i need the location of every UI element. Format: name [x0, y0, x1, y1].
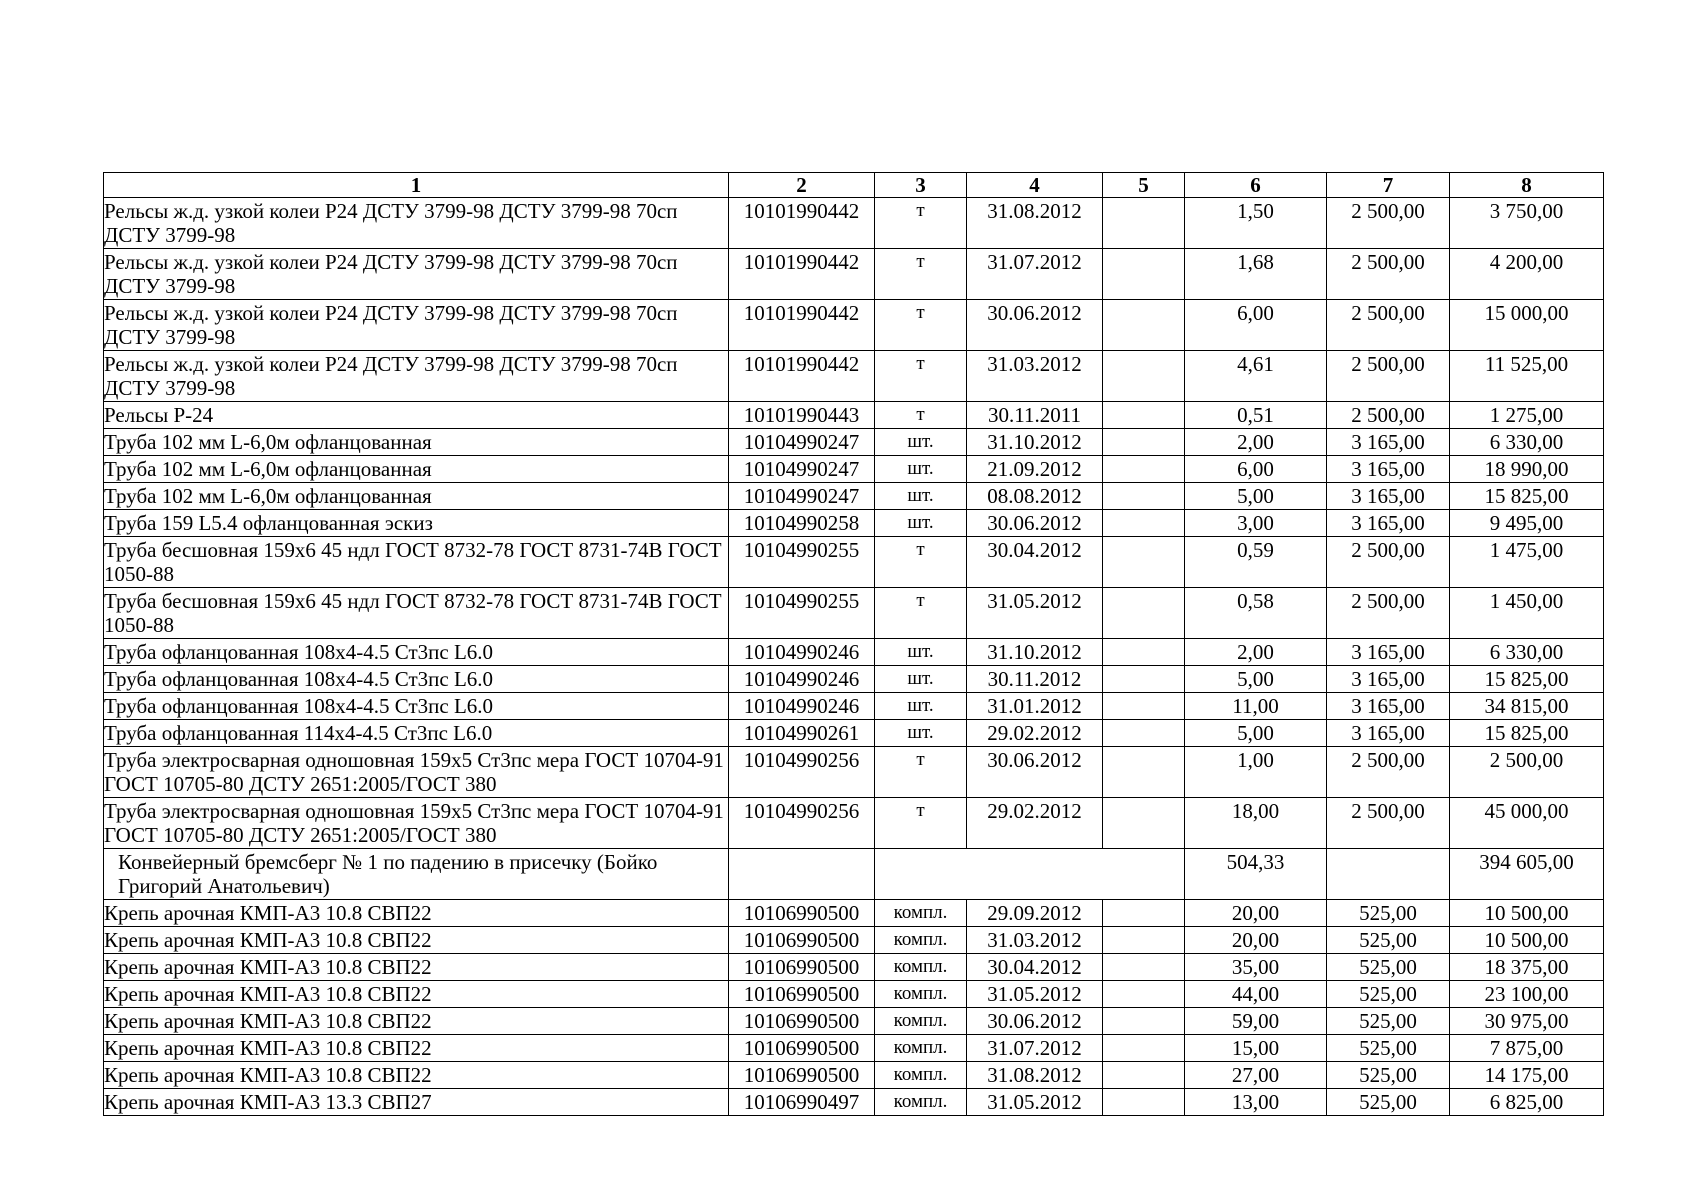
item-sum: 15 825,00 — [1450, 720, 1604, 747]
item-quantity: 15,00 — [1185, 1035, 1327, 1062]
item-col5 — [1103, 927, 1185, 954]
group-empty-cell — [1327, 849, 1450, 900]
item-date: 31.07.2012 — [967, 1035, 1103, 1062]
item-quantity: 13,00 — [1185, 1089, 1327, 1116]
item-unit: шт. — [875, 693, 967, 720]
item-price: 3 165,00 — [1327, 693, 1450, 720]
item-name: Крепь арочная КМП-А3 10.8 СВП22 — [104, 1062, 729, 1089]
item-unit: шт. — [875, 483, 967, 510]
item-name: Труба 102 мм L-6,0м офланцованная — [104, 456, 729, 483]
table-row — [104, 954, 1604, 981]
item-code: 10104990246 — [729, 666, 875, 693]
item-code: 10106990500 — [729, 981, 875, 1008]
table-row — [104, 720, 1604, 747]
item-name: Крепь арочная КМП-А3 13.3 СВП27 — [104, 1089, 729, 1116]
item-price: 2 500,00 — [1327, 249, 1450, 300]
item-quantity: 6,00 — [1185, 456, 1327, 483]
table-row — [104, 981, 1604, 1008]
table-row — [104, 537, 1604, 588]
item-name: Труба 102 мм L-6,0м офланцованная — [104, 429, 729, 456]
table-row — [104, 402, 1604, 429]
item-date: 31.10.2012 — [967, 429, 1103, 456]
item-name: Крепь арочная КМП-А3 10.8 СВП22 — [104, 900, 729, 927]
table-row — [104, 639, 1604, 666]
item-unit: т — [875, 249, 967, 300]
column-header-8: 8 — [1450, 173, 1604, 198]
item-date: 21.09.2012 — [967, 456, 1103, 483]
item-quantity: 35,00 — [1185, 954, 1327, 981]
item-unit: компл. — [875, 1035, 967, 1062]
item-quantity: 5,00 — [1185, 720, 1327, 747]
item-quantity: 1,00 — [1185, 747, 1327, 798]
item-col5 — [1103, 639, 1185, 666]
item-price: 3 165,00 — [1327, 639, 1450, 666]
item-unit: т — [875, 351, 967, 402]
item-unit: т — [875, 300, 967, 351]
item-price: 2 500,00 — [1327, 402, 1450, 429]
header-row — [104, 173, 1604, 198]
item-col5 — [1103, 1035, 1185, 1062]
group-sum-total: 394 605,00 — [1450, 849, 1604, 900]
item-date: 31.01.2012 — [967, 693, 1103, 720]
item-date: 31.05.2012 — [967, 588, 1103, 639]
item-unit: т — [875, 747, 967, 798]
item-sum: 4 200,00 — [1450, 249, 1604, 300]
item-col5 — [1103, 198, 1185, 249]
column-header-2: 2 — [729, 173, 875, 198]
item-sum: 18 375,00 — [1450, 954, 1604, 981]
item-col5 — [1103, 666, 1185, 693]
item-sum: 14 175,00 — [1450, 1062, 1604, 1089]
item-code: 10106990500 — [729, 900, 875, 927]
item-code: 10104990255 — [729, 588, 875, 639]
item-price: 525,00 — [1327, 1035, 1450, 1062]
table-row — [104, 429, 1604, 456]
item-name: Крепь арочная КМП-А3 10.8 СВП22 — [104, 954, 729, 981]
item-quantity: 1,68 — [1185, 249, 1327, 300]
item-quantity: 44,00 — [1185, 981, 1327, 1008]
item-col5 — [1103, 1062, 1185, 1089]
item-price: 2 500,00 — [1327, 300, 1450, 351]
item-unit: компл. — [875, 927, 967, 954]
item-date: 31.07.2012 — [967, 249, 1103, 300]
item-name: Труба офланцованная 108х4-4.5 Ст3пс L6.0 — [104, 666, 729, 693]
item-name: Труба бесшовная 159х6 45 ндл ГОСТ 8732-78 ГОСТ 8731-74В ГОСТ 1050-88 — [104, 537, 729, 588]
item-code: 10101990442 — [729, 351, 875, 402]
item-name: Крепь арочная КМП-А3 10.8 СВП22 — [104, 927, 729, 954]
table-row — [104, 510, 1604, 537]
item-code: 10104990246 — [729, 639, 875, 666]
table-row — [104, 693, 1604, 720]
item-date: 31.05.2012 — [967, 981, 1103, 1008]
item-quantity: 27,00 — [1185, 1062, 1327, 1089]
item-quantity: 2,00 — [1185, 639, 1327, 666]
item-sum: 30 975,00 — [1450, 1008, 1604, 1035]
item-name: Рельсы ж.д. узкой колеи Р24 ДСТУ 3799-98 ДСТУ 3799-98 70сп ДСТУ 3799-98 — [104, 300, 729, 351]
item-price: 3 165,00 — [1327, 456, 1450, 483]
item-price: 2 500,00 — [1327, 747, 1450, 798]
item-date: 30.11.2012 — [967, 666, 1103, 693]
item-quantity: 6,00 — [1185, 300, 1327, 351]
item-unit: т — [875, 537, 967, 588]
item-sum: 7 875,00 — [1450, 1035, 1604, 1062]
item-col5 — [1103, 954, 1185, 981]
item-price: 2 500,00 — [1327, 198, 1450, 249]
item-unit: т — [875, 402, 967, 429]
table-row — [104, 483, 1604, 510]
item-price: 2 500,00 — [1327, 537, 1450, 588]
item-date: 30.04.2012 — [967, 537, 1103, 588]
item-col5 — [1103, 1089, 1185, 1116]
item-quantity: 1,50 — [1185, 198, 1327, 249]
item-code: 10104990256 — [729, 747, 875, 798]
item-unit: компл. — [875, 900, 967, 927]
item-sum: 2 500,00 — [1450, 747, 1604, 798]
table-row — [104, 249, 1604, 300]
item-quantity: 5,00 — [1185, 666, 1327, 693]
table-row — [104, 1035, 1604, 1062]
item-price: 525,00 — [1327, 954, 1450, 981]
item-unit: т — [875, 798, 967, 849]
item-code: 10101990443 — [729, 402, 875, 429]
item-date: 29.02.2012 — [967, 798, 1103, 849]
item-quantity: 5,00 — [1185, 483, 1327, 510]
item-code: 10104990255 — [729, 537, 875, 588]
column-header-7: 7 — [1327, 173, 1450, 198]
item-quantity: 11,00 — [1185, 693, 1327, 720]
table-row — [104, 588, 1604, 639]
item-price: 525,00 — [1327, 927, 1450, 954]
item-col5 — [1103, 300, 1185, 351]
group-name: Конвейерный бремсберг № 1 по падению в присечку (Бойко Григорий Анатольевич) — [104, 849, 729, 900]
item-date: 30.11.2011 — [967, 402, 1103, 429]
table-row — [104, 198, 1604, 249]
item-unit: шт. — [875, 666, 967, 693]
item-price: 3 165,00 — [1327, 666, 1450, 693]
item-code: 10106990500 — [729, 1008, 875, 1035]
group-empty-cell — [729, 849, 875, 900]
group-summary-row — [104, 849, 1604, 900]
item-name: Труба электросварная одношовная 159х5 Ст3пс мера ГОСТ 10704-91 ГОСТ 10705-80 ДСТУ 2651:2005/ГОСТ 380 — [104, 798, 729, 849]
item-price: 525,00 — [1327, 1089, 1450, 1116]
item-name: Труба электросварная одношовная 159х5 Ст3пс мера ГОСТ 10704-91 ГОСТ 10705-80 ДСТУ 2651:2005/ГОСТ 380 — [104, 747, 729, 798]
item-code: 10104990258 — [729, 510, 875, 537]
item-price: 525,00 — [1327, 1062, 1450, 1089]
item-unit: шт. — [875, 510, 967, 537]
item-code: 10106990500 — [729, 1062, 875, 1089]
item-date: 31.05.2012 — [967, 1089, 1103, 1116]
table-row — [104, 1062, 1604, 1089]
item-quantity: 20,00 — [1185, 927, 1327, 954]
item-name: Крепь арочная КМП-А3 10.8 СВП22 — [104, 981, 729, 1008]
item-date: 29.02.2012 — [967, 720, 1103, 747]
item-date: 30.06.2012 — [967, 1008, 1103, 1035]
table-row — [104, 927, 1604, 954]
item-unit: компл. — [875, 1062, 967, 1089]
item-unit: компл. — [875, 1008, 967, 1035]
table-row — [104, 666, 1604, 693]
item-sum: 9 495,00 — [1450, 510, 1604, 537]
item-sum: 34 815,00 — [1450, 693, 1604, 720]
item-quantity: 20,00 — [1185, 900, 1327, 927]
item-code: 10104990247 — [729, 456, 875, 483]
item-price: 2 500,00 — [1327, 798, 1450, 849]
item-quantity: 4,61 — [1185, 351, 1327, 402]
item-sum: 1 450,00 — [1450, 588, 1604, 639]
item-date: 30.06.2012 — [967, 300, 1103, 351]
item-col5 — [1103, 510, 1185, 537]
table-row — [104, 798, 1604, 849]
item-name: Труба офланцованная 108х4-4.5 Ст3пс L6.0 — [104, 693, 729, 720]
item-code: 10104990256 — [729, 798, 875, 849]
item-col5 — [1103, 402, 1185, 429]
item-price: 3 165,00 — [1327, 429, 1450, 456]
item-price: 2 500,00 — [1327, 588, 1450, 639]
item-date: 08.08.2012 — [967, 483, 1103, 510]
table-row — [104, 456, 1604, 483]
item-code: 10104990247 — [729, 483, 875, 510]
item-unit: шт. — [875, 639, 967, 666]
item-unit: т — [875, 588, 967, 639]
item-date: 30.06.2012 — [967, 747, 1103, 798]
item-date: 31.10.2012 — [967, 639, 1103, 666]
item-quantity: 0,58 — [1185, 588, 1327, 639]
item-name: Крепь арочная КМП-А3 10.8 СВП22 — [104, 1035, 729, 1062]
item-name: Рельсы ж.д. узкой колеи Р24 ДСТУ 3799-98 ДСТУ 3799-98 70сп ДСТУ 3799-98 — [104, 198, 729, 249]
item-name: Рельсы ж.д. узкой колеи Р24 ДСТУ 3799-98 ДСТУ 3799-98 70сп ДСТУ 3799-98 — [104, 249, 729, 300]
item-price: 2 500,00 — [1327, 351, 1450, 402]
item-code: 10101990442 — [729, 198, 875, 249]
table-row — [104, 1008, 1604, 1035]
group-quantity-total: 504,33 — [1185, 849, 1327, 900]
item-price: 525,00 — [1327, 981, 1450, 1008]
item-price: 525,00 — [1327, 1008, 1450, 1035]
item-sum: 1 475,00 — [1450, 537, 1604, 588]
item-code: 10106990500 — [729, 927, 875, 954]
table-row — [104, 351, 1604, 402]
item-sum: 45 000,00 — [1450, 798, 1604, 849]
item-sum: 18 990,00 — [1450, 456, 1604, 483]
item-date: 30.04.2012 — [967, 954, 1103, 981]
item-date: 31.08.2012 — [967, 1062, 1103, 1089]
table-row — [104, 1089, 1604, 1116]
item-sum: 6 825,00 — [1450, 1089, 1604, 1116]
item-col5 — [1103, 720, 1185, 747]
item-code: 10104990247 — [729, 429, 875, 456]
table-row — [104, 900, 1604, 927]
item-quantity: 3,00 — [1185, 510, 1327, 537]
item-col5 — [1103, 693, 1185, 720]
item-col5 — [1103, 429, 1185, 456]
item-date: 31.08.2012 — [967, 198, 1103, 249]
item-price: 3 165,00 — [1327, 483, 1450, 510]
item-unit: т — [875, 198, 967, 249]
item-price: 3 165,00 — [1327, 720, 1450, 747]
item-code: 10106990500 — [729, 1035, 875, 1062]
item-col5 — [1103, 456, 1185, 483]
item-name: Труба офланцованная 114х4-4.5 Ст3пс L6.0 — [104, 720, 729, 747]
item-price: 3 165,00 — [1327, 510, 1450, 537]
materials-table — [103, 172, 1604, 1116]
table-body — [104, 198, 1604, 1116]
item-code: 10104990261 — [729, 720, 875, 747]
group-empty-cell — [875, 849, 1185, 900]
item-sum: 15 825,00 — [1450, 666, 1604, 693]
table-row — [104, 747, 1604, 798]
item-col5 — [1103, 537, 1185, 588]
item-unit: шт. — [875, 456, 967, 483]
item-unit: шт. — [875, 429, 967, 456]
item-name: Труба офланцованная 108х4-4.5 Ст3пс L6.0 — [104, 639, 729, 666]
item-price: 525,00 — [1327, 900, 1450, 927]
item-sum: 15 825,00 — [1450, 483, 1604, 510]
item-name: Крепь арочная КМП-А3 10.8 СВП22 — [104, 1008, 729, 1035]
item-sum: 6 330,00 — [1450, 429, 1604, 456]
item-name: Труба 159 L5.4 офланцованная эскиз — [104, 510, 729, 537]
item-quantity: 18,00 — [1185, 798, 1327, 849]
item-col5 — [1103, 798, 1185, 849]
item-date: 29.09.2012 — [967, 900, 1103, 927]
column-header-5: 5 — [1103, 173, 1185, 198]
item-col5 — [1103, 351, 1185, 402]
item-col5 — [1103, 981, 1185, 1008]
item-unit: шт. — [875, 720, 967, 747]
item-sum: 6 330,00 — [1450, 639, 1604, 666]
item-name: Труба бесшовная 159х6 45 ндл ГОСТ 8732-78 ГОСТ 8731-74В ГОСТ 1050-88 — [104, 588, 729, 639]
item-date: 31.03.2012 — [967, 351, 1103, 402]
item-col5 — [1103, 900, 1185, 927]
document-page — [103, 172, 1603, 1116]
item-code: 10106990500 — [729, 954, 875, 981]
item-code: 10101990442 — [729, 300, 875, 351]
item-date: 31.03.2012 — [967, 927, 1103, 954]
item-sum: 10 500,00 — [1450, 927, 1604, 954]
item-sum: 15 000,00 — [1450, 300, 1604, 351]
item-sum: 3 750,00 — [1450, 198, 1604, 249]
item-code: 10104990246 — [729, 693, 875, 720]
item-quantity: 59,00 — [1185, 1008, 1327, 1035]
item-quantity: 2,00 — [1185, 429, 1327, 456]
item-sum: 23 100,00 — [1450, 981, 1604, 1008]
item-name: Рельсы Р-24 — [104, 402, 729, 429]
item-code: 10106990497 — [729, 1089, 875, 1116]
item-col5 — [1103, 588, 1185, 639]
item-col5 — [1103, 1008, 1185, 1035]
table-row — [104, 300, 1604, 351]
item-col5 — [1103, 249, 1185, 300]
item-quantity: 0,51 — [1185, 402, 1327, 429]
item-unit: компл. — [875, 981, 967, 1008]
item-name: Труба 102 мм L-6,0м офланцованная — [104, 483, 729, 510]
column-header-1: 1 — [104, 173, 729, 198]
column-header-4: 4 — [967, 173, 1103, 198]
item-unit: компл. — [875, 954, 967, 981]
item-col5 — [1103, 483, 1185, 510]
column-header-6: 6 — [1185, 173, 1327, 198]
item-name: Рельсы ж.д. узкой колеи Р24 ДСТУ 3799-98 ДСТУ 3799-98 70сп ДСТУ 3799-98 — [104, 351, 729, 402]
item-quantity: 0,59 — [1185, 537, 1327, 588]
item-date: 30.06.2012 — [967, 510, 1103, 537]
item-sum: 11 525,00 — [1450, 351, 1604, 402]
column-header-3: 3 — [875, 173, 967, 198]
item-sum: 10 500,00 — [1450, 900, 1604, 927]
item-code: 10101990442 — [729, 249, 875, 300]
item-sum: 1 275,00 — [1450, 402, 1604, 429]
item-unit: компл. — [875, 1089, 967, 1116]
item-col5 — [1103, 747, 1185, 798]
